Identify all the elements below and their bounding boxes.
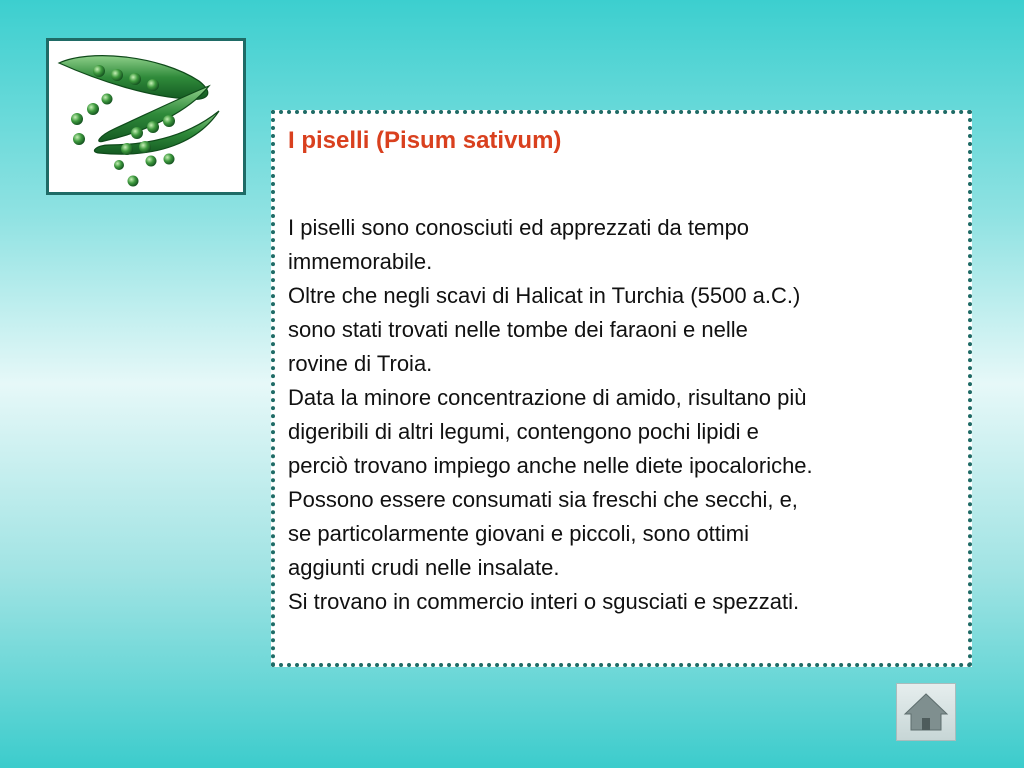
body-line: Si trovano in commercio interi o sgusciati e spezzati. (288, 589, 800, 614)
home-button[interactable] (896, 683, 956, 741)
body-line: aggiunti crudi nelle insalate. (288, 555, 560, 580)
text-panel (271, 110, 972, 667)
body-line: sono stati trovati nelle tombe dei faraoni e nelle (288, 317, 748, 342)
slide-title: I piselli (Pisum sativum) (288, 127, 562, 154)
home-icon (897, 684, 955, 740)
body-line: digeribili di altri legumi, contengono pochi lipidi e (288, 419, 759, 444)
body-line: perciò trovano impiego anche nelle diete ipocaloriche. (288, 453, 813, 478)
body-line: Possono essere consumati sia freschi che secchi, e, (288, 487, 798, 512)
slide-body (288, 211, 956, 619)
body-line: immemorabile. (288, 249, 433, 274)
body-line: se particolarmente giovani e piccoli, sono ottimi (288, 521, 750, 546)
body-line: I piselli sono conosciuti ed apprezzati da tempo (288, 215, 750, 240)
body-line: rovine di Troia. (288, 351, 433, 376)
body-line: Oltre che negli scavi di Halicat in Turchia (5500 a.C.) (288, 283, 801, 308)
pea-pods-image (46, 38, 246, 195)
body-line: Data la minore concentrazione di amido, risultano più (288, 385, 807, 410)
